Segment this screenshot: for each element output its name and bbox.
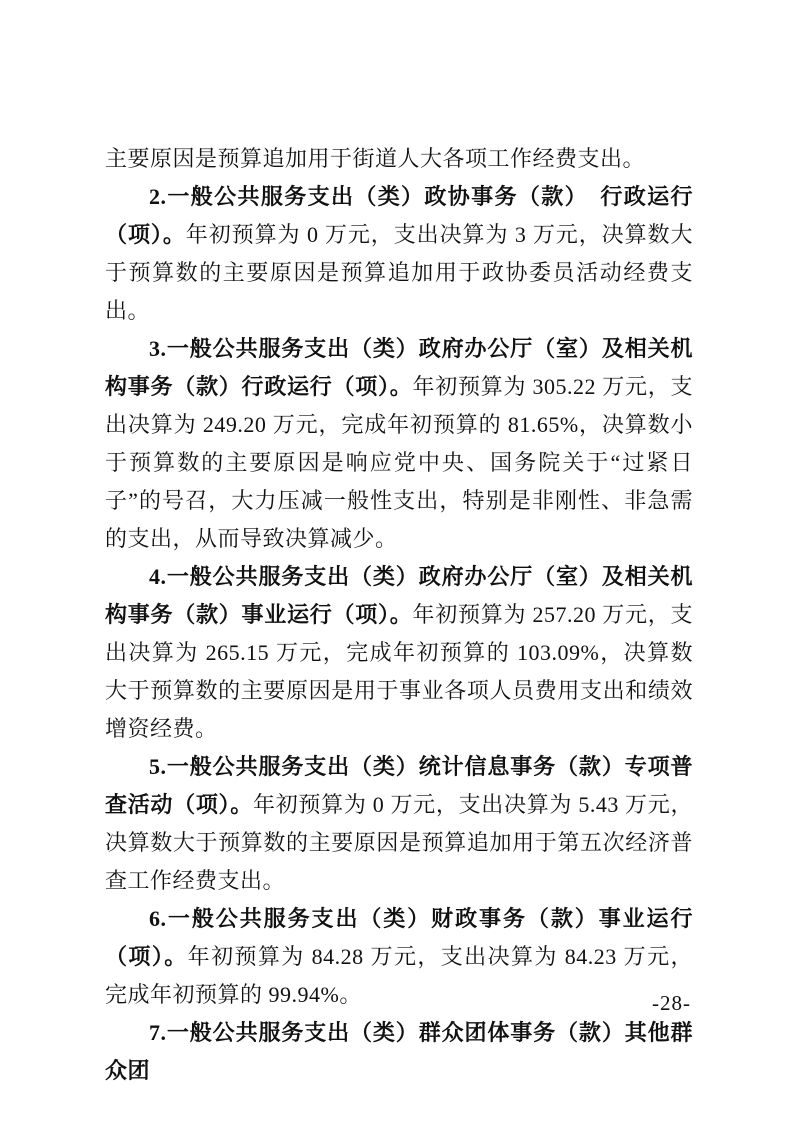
paragraph-text: 年初预算为 257.20 万元，支出决算为 265.15 万元，完成年初预算的 103.09%，决算数大于预算数的主要原因是用于事业各项人员费用支出和绩效增资经费。 bbox=[105, 602, 693, 741]
paragraph bbox=[105, 1014, 693, 1090]
paragraph-text: 年初预算为 0 万元，支出决算为 5.43 万元，决算数大于预算数的主要原因是预算追加用于第五次经济普查工作经费支出。 bbox=[105, 792, 693, 893]
paragraph-text: 年初预算为 305.22 万元，支出决算为 249.20 万元，完成年初预算的 81.65%，决算数小于预算数的主要原因是响应党中央、国务院关于“过紧日子”的号召，大力压减一般性支出，特别是非刚性、非急需的支出，从而导致决算减少。 bbox=[105, 374, 693, 551]
page-number: -28- bbox=[652, 991, 691, 1015]
paragraph bbox=[105, 140, 693, 178]
paragraph-text: 年初预算为 0 万元，支出决算为 3 万元，决算数大于预算数的主要原因是预算追加用于政协委员活动经费支出。 bbox=[105, 222, 693, 323]
paragraph bbox=[105, 558, 693, 748]
paragraph-heading: 7.一般公共服务支出（类）群众团体事务（款）其他群众团 bbox=[105, 1020, 693, 1083]
paragraph-heading: 4.一般公共服务支出（类）政府办公厅（室）及相关机构事务（款）事业运行（项）。 bbox=[105, 564, 693, 627]
paragraph-heading: 5.一般公共服务支出（类）统计信息事务（款）专项普查活动（项）。 bbox=[105, 754, 693, 817]
paragraph-text: 主要原因是预算追加用于街道人大各项工作经费支出。 bbox=[105, 146, 646, 171]
paragraph bbox=[105, 178, 693, 330]
paragraph-heading: 3.一般公共服务支出（类）政府办公厅（室）及相关机构事务（款）行政运行（项）。 bbox=[105, 336, 693, 399]
paragraph-heading: 6.一般公共服务支出（类）财政事务（款）事业运行（项）。 bbox=[105, 906, 693, 969]
paragraph bbox=[105, 748, 693, 900]
paragraph bbox=[105, 330, 693, 558]
paragraph bbox=[105, 900, 693, 1014]
paragraph-text: 年初预算为 84.28 万元，支出决算为 84.23 万元，完成年初预算的 99.94%。 bbox=[105, 944, 693, 1007]
paragraph-heading: 2.一般公共服务支出（类）政协事务（款） 行政运行（项）。 bbox=[105, 184, 693, 247]
document-body bbox=[105, 140, 693, 1090]
